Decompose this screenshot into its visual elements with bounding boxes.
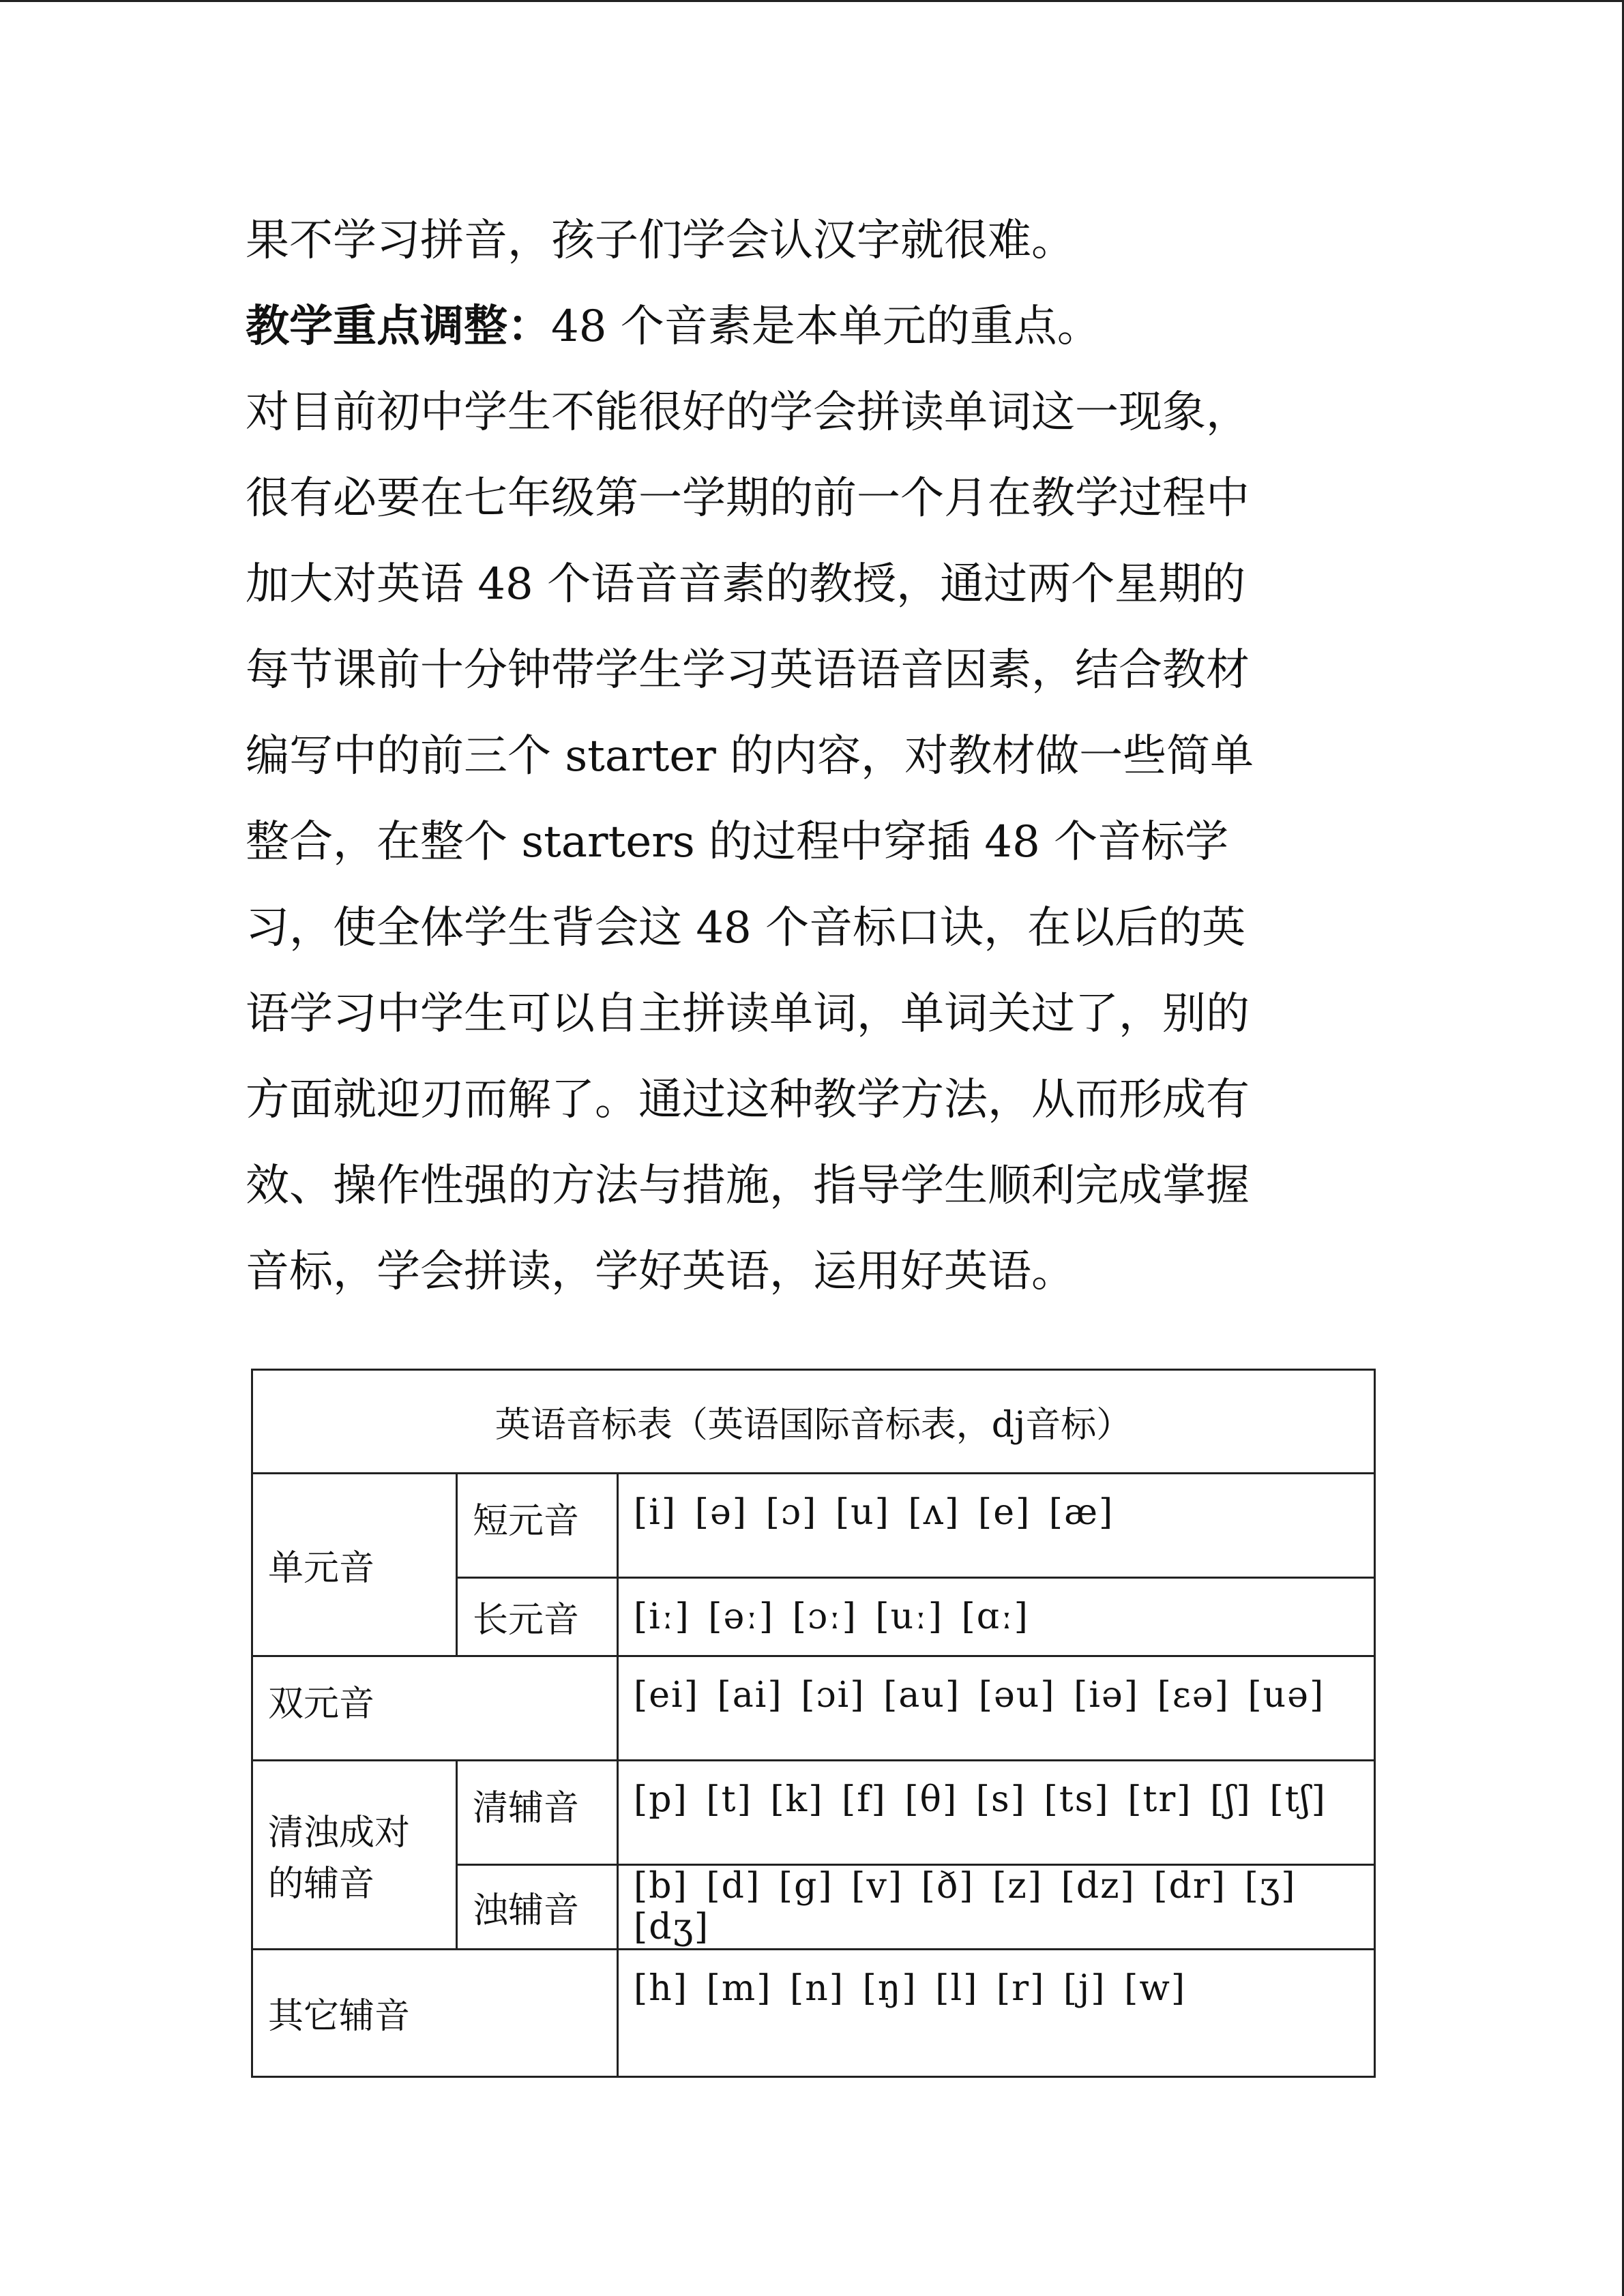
body-line: 编写中的前三个 starter 的内容，对教材做一些简单 [246,731,1254,781]
focus-paragraph [246,284,1378,370]
table-row [252,1761,1375,1865]
focus-text: 48 个音素是本单元的重点。 [551,301,1101,352]
body-line: 语学习中学生可以自主拼读单词，单词关过了，别的 [246,989,1250,1039]
other-consonants: [h] [m] [n] [ŋ] [l] [r] [j] [w] [618,1949,1375,2076]
body-line: 效、操作性强的方法与措施，指导学生顺利完成掌握 [246,1161,1250,1211]
body-line: 加大对英语 48 个语音音素的教授，通过两个星期的 [246,559,1246,610]
table-caption: 英语音标表（英语国际音标表，dj音标） [252,1370,1375,1474]
paired-consonant-label: 清浊成对的辅音 [252,1761,457,1950]
body-line: 音标，学会拼读，学好英语，运用好英语。 [246,1247,1075,1297]
monophthong-label: 单元音 [252,1474,457,1656]
phonetic-table [251,1369,1376,2078]
short-vowels: [i] [ə] [ɔ] [u] [ʌ] [e] [æ] [618,1474,1375,1577]
voiced-label: 浊辅音 [457,1865,618,1949]
diphthongs: [ei] [ai] [ɔi] [au] [əu] [iə] [εə] [uə] [618,1656,1375,1760]
short-vowel-label: 短元音 [457,1474,618,1577]
body-line: 习，使全体学生背会这 48 个音标口诀，在以后的英 [246,903,1246,953]
document-body [246,198,1378,1315]
page-border-top [0,0,1624,2]
table-row [252,1949,1375,2076]
focus-label: 教学重点调整： [246,301,551,352]
body-line: 很有必要在七年级第一学期的前一个月在教学过程中 [246,473,1250,524]
other-consonant-label: 其它辅音 [252,1949,618,2076]
phonetic-table-wrapper [251,1369,1374,2078]
table-row [252,1474,1375,1577]
body-line: 每节课前十分钟带学生学习英语语音因素，结合教材 [246,645,1250,696]
body-line: 整合，在整个 starters 的过程中穿插 48 个音标学 [246,817,1229,867]
body-line: 方面就迎刃而解了。通过这种教学方法，从而形成有 [246,1075,1250,1125]
body-paragraph [246,370,1378,1315]
voiceless-label: 清辅音 [457,1761,618,1865]
voiceless-consonants: [p] [t] [k] [f] [θ] [s] [ts] [tr] [ʃ] [tʃ] [618,1761,1375,1865]
intro-line: 果不学习拼音，孩子们学会认汉字就很难。 [246,215,1075,266]
diphthong-label: 双元音 [252,1656,618,1760]
long-vowel-label: 长元音 [457,1577,618,1656]
voiced-consonants: [b] [d] [g] [v] [ð] [z] [dz] [dr] [ʒ] [dʒ] [618,1865,1375,1949]
table-row [252,1656,1375,1760]
table-row [252,1370,1375,1474]
body-line: 对目前初中学生不能很好的学会拼读单词这一现象， [246,387,1250,438]
long-vowels: [iː] [əː] [ɔː] [uː] [ɑː] [618,1577,1375,1656]
